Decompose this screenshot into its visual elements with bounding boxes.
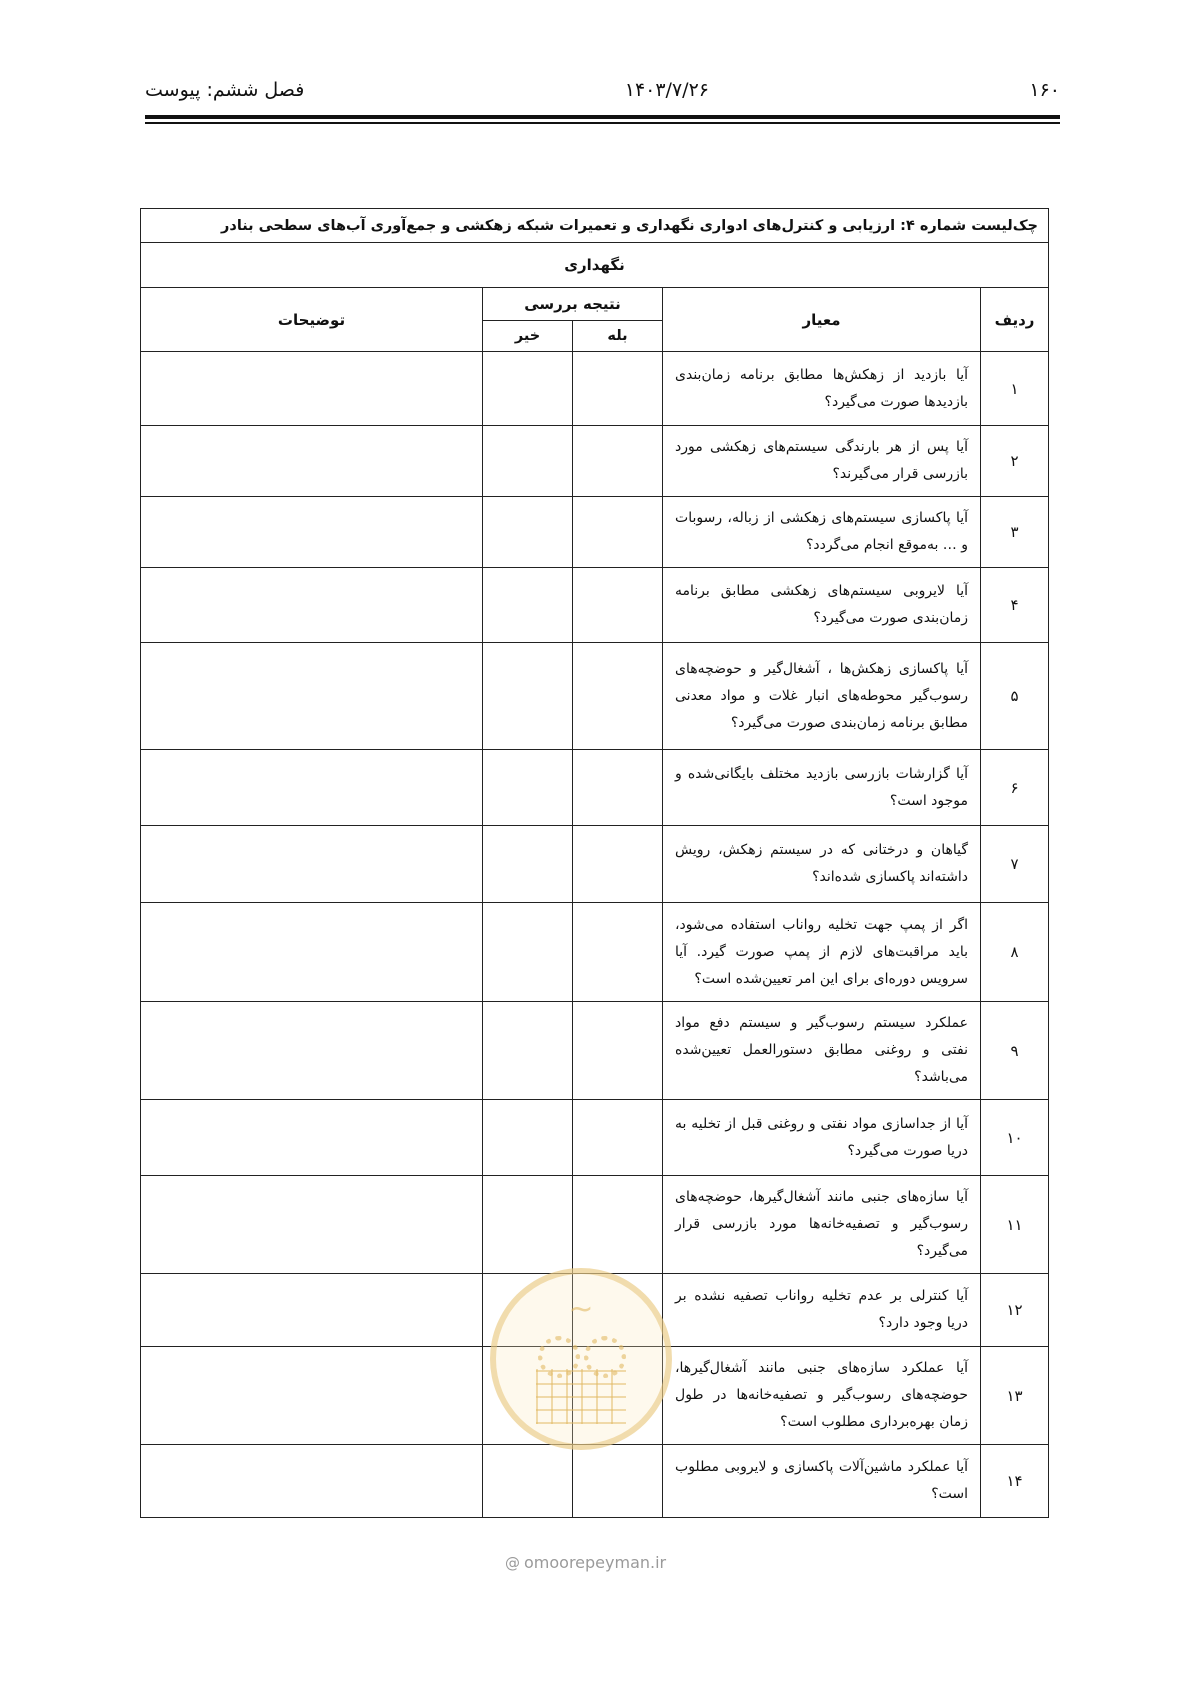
yes-cell[interactable] — [573, 750, 663, 826]
yes-cell[interactable] — [573, 497, 663, 568]
table-row — [141, 1274, 1049, 1347]
yes-cell[interactable] — [573, 568, 663, 643]
row-number: ۱۴ — [981, 1445, 1049, 1518]
yes-cell[interactable] — [573, 426, 663, 497]
row-number: ۸ — [981, 903, 1049, 1002]
notes-cell[interactable] — [141, 1347, 483, 1445]
table-row — [141, 426, 1049, 497]
table-row — [141, 1347, 1049, 1445]
notes-cell[interactable] — [141, 497, 483, 568]
checklist-title: چک‌لیست شماره ۴: ارزیابی و کنترل‌های ادواری نگهداری و تعمیرات شبکه زهکشی و جمع‌آوری آب‌های سطحی بنادر — [141, 209, 1049, 243]
table-row — [141, 903, 1049, 1002]
row-number: ۴ — [981, 568, 1049, 643]
yes-cell[interactable] — [573, 1274, 663, 1347]
row-number: ۱۳ — [981, 1347, 1049, 1445]
row-number: ۹ — [981, 1002, 1049, 1100]
no-cell[interactable] — [483, 1445, 573, 1518]
notes-cell[interactable] — [141, 750, 483, 826]
notes-cell[interactable] — [141, 426, 483, 497]
table-row — [141, 750, 1049, 826]
section-title: نگهداری — [141, 243, 1049, 288]
header-rule-thick — [145, 115, 1060, 119]
notes-cell[interactable] — [141, 352, 483, 426]
row-number: ۱۰ — [981, 1100, 1049, 1176]
row-number: ۳ — [981, 497, 1049, 568]
chapter-title: فصل ششم: پیوست — [145, 79, 305, 101]
no-cell[interactable] — [483, 1176, 573, 1274]
yes-cell[interactable] — [573, 1445, 663, 1518]
criterion-text: آیا عملکرد ماشین‌آلات پاکسازی و لایروبی مطلوب است؟ — [663, 1445, 981, 1518]
table-row — [141, 1176, 1049, 1274]
yes-cell[interactable] — [573, 352, 663, 426]
notes-cell[interactable] — [141, 1445, 483, 1518]
notes-cell[interactable] — [141, 826, 483, 903]
table-row — [141, 1445, 1049, 1518]
yes-cell[interactable] — [573, 826, 663, 903]
yes-cell[interactable] — [573, 643, 663, 750]
criterion-text: آیا پاکسازی زهکش‌ها ، آشغال‌گیر و حوضچه‌های رسوب‌گیر محوطه‌های انبار غلات و مواد معدنی مطابق برنامه زمان‌بندی صورت می‌گیرد؟ — [663, 643, 981, 750]
no-cell[interactable] — [483, 497, 573, 568]
header-no: خیر — [483, 321, 573, 352]
no-cell[interactable] — [483, 568, 573, 643]
checklist-table — [140, 208, 1049, 1518]
header-notes: توضیحات — [141, 288, 483, 352]
row-number: ۶ — [981, 750, 1049, 826]
notes-cell[interactable] — [141, 1176, 483, 1274]
row-number: ۷ — [981, 826, 1049, 903]
page-number: ۱۶۰ — [1029, 79, 1060, 101]
seal-lettering: ~ — [568, 1292, 594, 1327]
no-cell[interactable] — [483, 903, 573, 1002]
yes-cell[interactable] — [573, 903, 663, 1002]
criterion-text: عملکرد سیستم رسوب‌گیر و سیستم دفع مواد نفتی و روغنی مطابق دستورالعمل تعیین‌شده می‌باشد؟ — [663, 1002, 981, 1100]
criterion-text: گیاهان و درختانی که در سیستم زهکش، رویش داشته‌اند پاکسازی شده‌اند؟ — [663, 826, 981, 903]
criterion-text: آیا گزارشات بازرسی بازدید مختلف بایگانی‌شده و موجود است؟ — [663, 750, 981, 826]
criterion-text: آیا پاکسازی سیستم‌های زهکشی از زباله، رسوبات و … به‌موقع انجام می‌گردد؟ — [663, 497, 981, 568]
criterion-text: آیا کنترلی بر عدم تخلیه رواناب تصفیه نشده بر دریا وجود دارد؟ — [663, 1274, 981, 1347]
website-watermark — [505, 1553, 666, 1572]
table-row — [141, 568, 1049, 643]
row-number: ۱۱ — [981, 1176, 1049, 1274]
criterion-text: آیا عملکرد سازه‌های جنبی مانند آشغال‌گیرها، حوضچه‌های رسوب‌گیر و تصفیه‌خانه‌ها در طول زمان بهره‌برداری مطلوب است؟ — [663, 1347, 981, 1445]
website-text: omoorepeyman.ir — [524, 1553, 667, 1572]
no-cell[interactable] — [483, 1274, 573, 1347]
no-cell[interactable] — [483, 1100, 573, 1176]
header-result: نتیجه بررسی — [483, 288, 663, 321]
notes-cell[interactable] — [141, 903, 483, 1002]
notes-cell[interactable] — [141, 1002, 483, 1100]
criterion-text: آیا لایروبی سیستم‌های زهکشی مطابق برنامه زمان‌بندی صورت می‌گیرد؟ — [663, 568, 981, 643]
criterion-text: آیا بازدید از زهکش‌ها مطابق برنامه زمان‌بندی بازدیدها صورت می‌گیرد؟ — [663, 352, 981, 426]
header-rule-thin — [145, 122, 1060, 124]
row-number: ۱ — [981, 352, 1049, 426]
no-cell[interactable] — [483, 1002, 573, 1100]
row-number: ۱۲ — [981, 1274, 1049, 1347]
header-criterion: معیار — [663, 288, 981, 352]
criterion-text: اگر از پمپ جهت تخلیه رواناب استفاده می‌شود، باید مراقبت‌های لازم از پمپ صورت گیرد. آیا سرویس دوره‌ای برای این امر تعیین‌شده است؟ — [663, 903, 981, 1002]
notes-cell[interactable] — [141, 568, 483, 643]
no-cell[interactable] — [483, 750, 573, 826]
yes-cell[interactable] — [573, 1347, 663, 1445]
notes-cell[interactable] — [141, 1100, 483, 1176]
criterion-text: آیا پس از هر بارندگی سیستم‌های زهکشی مورد بازرسی قرار می‌گیرند؟ — [663, 426, 981, 497]
no-cell[interactable] — [483, 1347, 573, 1445]
criterion-text: آیا سازه‌های جنبی مانند آشغال‌گیرها، حوضچه‌های رسوب‌گیر و تصفیه‌خانه‌ها مورد بازرسی قرار می‌گیرد؟ — [663, 1176, 981, 1274]
no-cell[interactable] — [483, 352, 573, 426]
table-row — [141, 826, 1049, 903]
page-header — [145, 70, 1060, 110]
row-number: ۲ — [981, 426, 1049, 497]
table-row — [141, 352, 1049, 426]
no-cell[interactable] — [483, 643, 573, 750]
table-row — [141, 643, 1049, 750]
at-icon: @ — [505, 1553, 520, 1572]
no-cell[interactable] — [483, 826, 573, 903]
header-yes: بله — [573, 321, 663, 352]
yes-cell[interactable] — [573, 1176, 663, 1274]
notes-cell[interactable] — [141, 643, 483, 750]
table-row — [141, 1002, 1049, 1100]
table-row — [141, 497, 1049, 568]
header-date: ۱۴۰۳/۷/۲۶ — [624, 79, 709, 101]
notes-cell[interactable] — [141, 1274, 483, 1347]
header-row-number: ردیف — [981, 288, 1049, 352]
table-row — [141, 1100, 1049, 1176]
yes-cell[interactable] — [573, 1100, 663, 1176]
no-cell[interactable] — [483, 426, 573, 497]
yes-cell[interactable] — [573, 1002, 663, 1100]
criterion-text: آیا از جداسازی مواد نفتی و روغنی قبل از تخلیه به دریا صورت می‌گیرد؟ — [663, 1100, 981, 1176]
row-number: ۵ — [981, 643, 1049, 750]
